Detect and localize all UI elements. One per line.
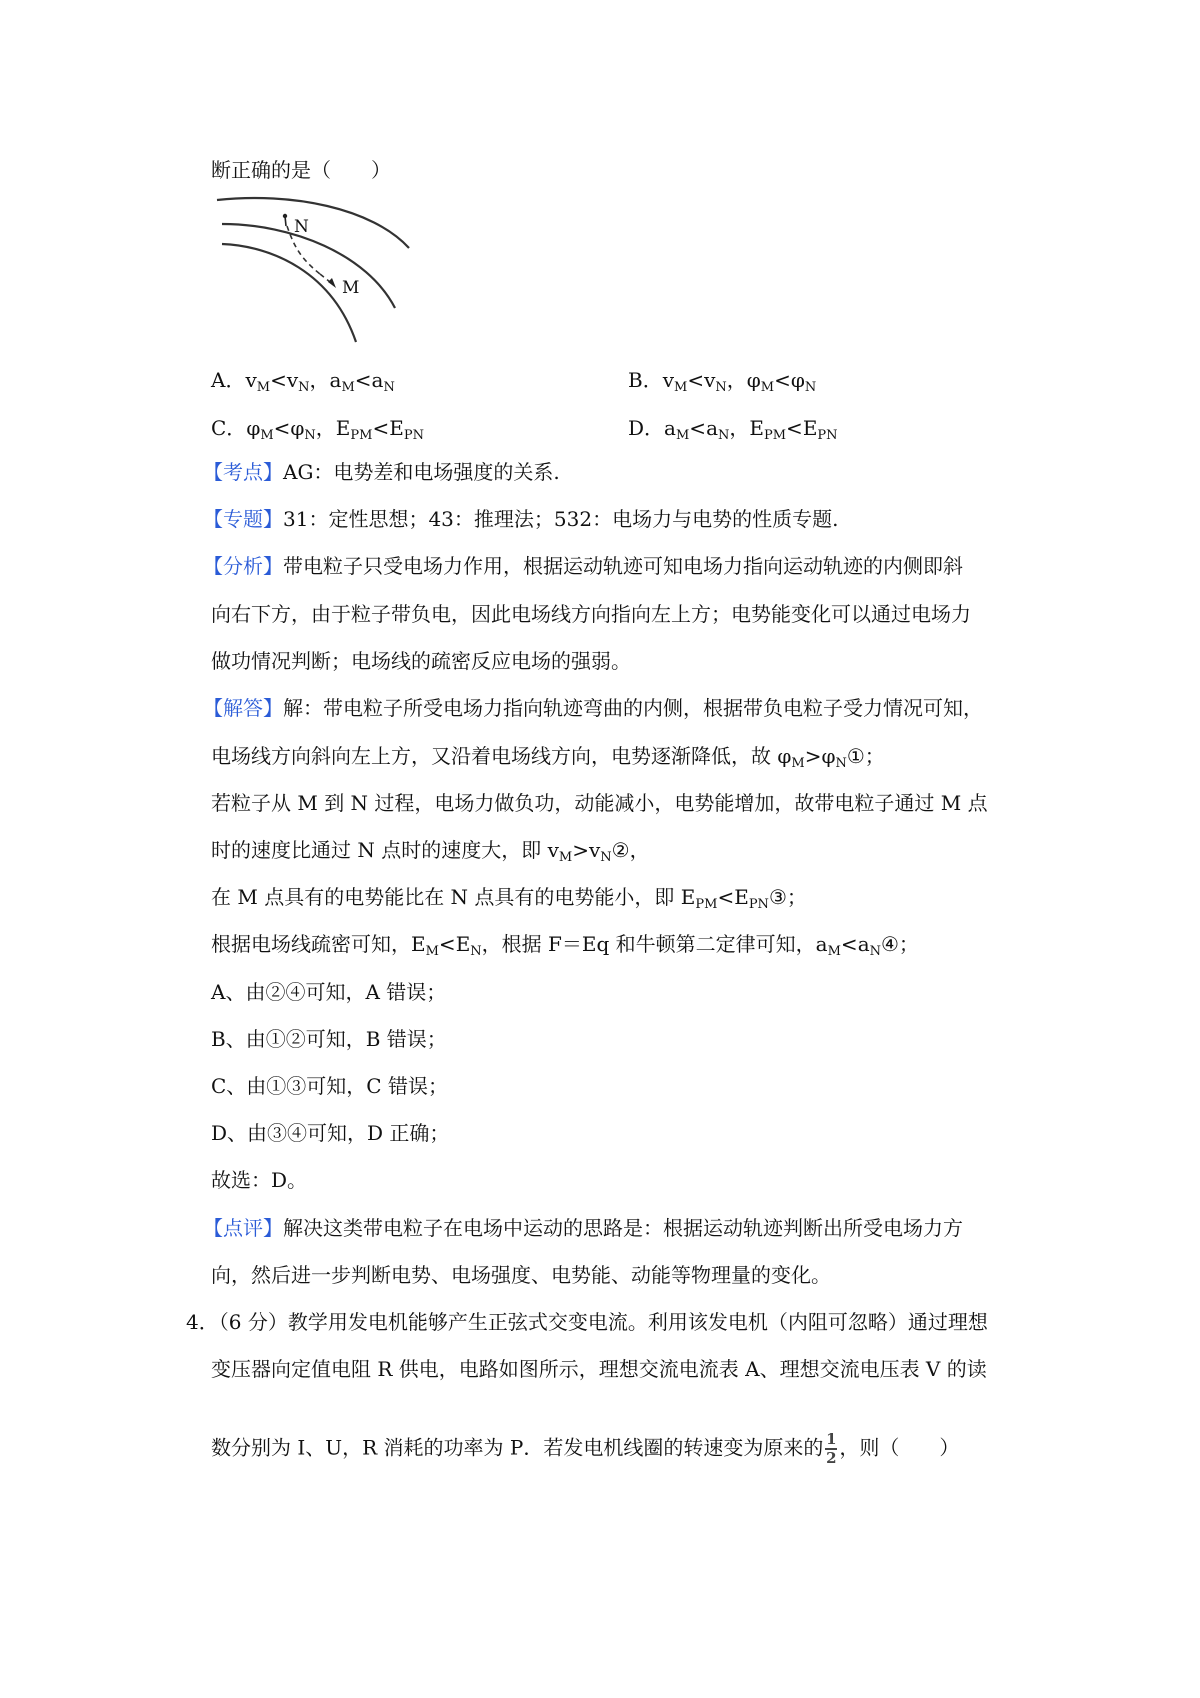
option-b-letter: B． [628, 368, 663, 392]
fenxi-line-2: 向右下方，由于粒子带负电，因此电场线方向指向左上方；电势能变化可以通过电场力 [211, 602, 971, 626]
q4-line-2: 变压器向定值电阻 R 供电，电路如图所示，理想交流电流表 A、理想交流电压表 V 的读 [211, 1357, 987, 1381]
option-symbol: E [335, 416, 351, 440]
jieda-line-5 [211, 883, 807, 911]
jieda-answer: 故选：D。 [211, 1168, 308, 1192]
option-subscript: N [715, 380, 727, 395]
option-subscript: PN [817, 428, 838, 443]
e-symbol: E [455, 932, 471, 956]
option-symbol: < [372, 416, 390, 440]
circle-4: ④； [881, 932, 919, 956]
option-d [628, 414, 838, 442]
zhuanti-text: 31：定性思想；43：推理法；532：电场力与电势的性质专题. [283, 507, 839, 531]
fenxi-tag: 【分析】 [203, 554, 283, 578]
lt-symbol: < [840, 932, 858, 956]
sub-m: M [827, 944, 841, 959]
jieda-line-2 [211, 742, 885, 770]
gt-symbol: > [804, 744, 822, 768]
v-symbol: v [547, 838, 559, 862]
q4-text-3a: 数分别为 I、U，R 消耗的功率为 P．若发电机线圈的转速变为原来的 [211, 1435, 824, 1460]
v-symbol: v [588, 838, 601, 862]
option-symbol: v [662, 368, 675, 392]
sub-m: M [558, 850, 573, 865]
option-b-content [662, 368, 817, 395]
option-symbol: ， [309, 368, 330, 392]
option-symbol: ， [729, 416, 750, 440]
lt-symbol: < [717, 885, 735, 909]
jieda-opt-c: C、由①③可知，C 错误； [211, 1074, 448, 1098]
option-a [211, 366, 395, 394]
q4-text-3b: ，则（ ） [839, 1435, 960, 1460]
jieda-opt-d: D、由③④可知，D 正确； [211, 1121, 450, 1145]
option-d-letter: D． [628, 416, 665, 440]
option-symbol: ， [726, 368, 747, 392]
figure-label-m: M [342, 278, 360, 298]
e-symbol: E [734, 885, 749, 909]
jieda-line-1 [203, 694, 983, 722]
jieda-text-6b: ，根据 F＝Eq 和牛顿第二定律可知， [481, 932, 816, 956]
gt-symbol: > [572, 838, 589, 862]
dianping-text-1: 解决这类带电粒子在电场中运动的思路是：根据运动轨迹判断出所受电场力方 [283, 1216, 963, 1240]
q3-stem-tail: 断正确的是（ ） [211, 158, 391, 182]
kaodian-line [203, 458, 560, 486]
sub-m: M [791, 756, 805, 771]
fenxi-line-3: 做功情况判断；电场线的疏密反应电场的强弱。 [211, 649, 631, 673]
option-symbol: v [286, 368, 299, 392]
sub-n: N [835, 756, 847, 771]
option-a-letter: A． [211, 368, 246, 392]
option-symbol: < [774, 368, 791, 392]
dianping-tag: 【点评】 [203, 1216, 283, 1240]
jieda-opt-b: B、由①②可知，B 错误； [211, 1027, 447, 1051]
option-symbol: < [270, 368, 287, 392]
figure-label-n: N [294, 217, 309, 237]
jieda-line-3: 若粒子从 M 到 N 过程，电场力做负功，动能减小，电势能增加，故带电粒子通过 M 点 [211, 791, 988, 815]
kaodian-text: AG：电势差和电场强度的关系. [283, 460, 560, 484]
jieda-opt-a: A、由②④可知，A 错误； [211, 980, 447, 1004]
option-symbol: φ [790, 368, 805, 392]
option-symbol: E [749, 416, 764, 440]
dianping-line-2: 向，然后进一步判断电势、电场强度、电势能、动能等物理量的变化。 [211, 1263, 831, 1287]
frac-numerator: 1 [826, 1430, 837, 1448]
option-symbol: φ [290, 416, 305, 440]
q4-text-1: （6 分）教学用发电机能够产生正弦式交变电流。利用该发电机（内阻可忽略）通过理想 [218, 1310, 988, 1334]
zhuanti-line [203, 505, 838, 533]
sub-n: N [600, 850, 612, 865]
option-subscript: N [298, 380, 310, 395]
frac-denominator: 2 [826, 1449, 837, 1467]
phi-symbol: φ [777, 744, 792, 768]
zhuanti-tag: 【专题】 [203, 507, 283, 531]
fenxi-text-1: 带电粒子只受电场力作用，根据运动轨迹可知电场力指向运动轨迹的内侧即斜 [283, 554, 963, 578]
option-symbol: ， [315, 416, 336, 440]
jieda-text-5: 在 M 点具有的电势能比在 N 点具有的电势能小，即 [211, 885, 681, 909]
option-a-content [245, 368, 395, 395]
option-symbol: < [273, 416, 291, 440]
option-symbol: < [689, 416, 707, 440]
a-symbol: a [857, 932, 870, 956]
option-symbol: v [245, 368, 257, 392]
sub-pm: PM [695, 897, 718, 912]
phi-symbol: φ [821, 744, 836, 768]
option-symbol: a [664, 416, 676, 440]
option-subscript: PN [403, 428, 424, 443]
option-symbol: φ [746, 368, 761, 392]
option-symbol: a [329, 368, 342, 392]
kaodian-tag: 【考点】 [203, 460, 283, 484]
option-symbol: v [704, 368, 716, 392]
circle-2: ②， [611, 838, 650, 862]
dianping-line-1 [203, 1214, 963, 1242]
option-symbol: E [802, 416, 818, 440]
option-symbol: a [706, 416, 718, 440]
option-subscript: PM [350, 428, 373, 443]
sub-m: M [425, 944, 439, 959]
option-subscript: N [718, 428, 730, 443]
sub-n: N [470, 944, 482, 959]
jieda-line-4 [211, 836, 650, 864]
option-d-content [664, 416, 838, 443]
option-symbol: a [371, 368, 384, 392]
q4-line-1 [186, 1308, 988, 1336]
e-symbol: E [680, 885, 696, 909]
option-subscript: M [260, 428, 274, 443]
option-subscript: M [674, 380, 688, 395]
option-c [211, 414, 424, 442]
circle-3: ③； [768, 885, 807, 909]
jieda-text-4: 时的速度比通过 N 点时的速度大，即 [211, 838, 548, 862]
option-symbol: < [687, 368, 705, 392]
jieda-text-2: 电场线方向斜向左上方，又沿着电场线方向，电势逐渐降低，故 [211, 744, 778, 768]
q4-line-3 [211, 1432, 959, 1466]
sub-n: N [869, 944, 881, 959]
jieda-text-1: 解：带电粒子所受电场力指向轨迹弯曲的内侧，根据带负电粒子受力情况可知， [283, 696, 983, 720]
option-subscript: M [675, 428, 690, 443]
option-symbol: < [786, 416, 803, 440]
option-symbol: E [389, 416, 404, 440]
circle-1: ①； [846, 744, 885, 768]
option-subscript: N [804, 380, 817, 395]
option-subscript: PM [763, 428, 787, 443]
option-b [628, 366, 816, 394]
jieda-text-6a: 根据电场线疏密可知， [211, 932, 411, 956]
jieda-line-6 [211, 930, 919, 958]
electric-field-figure [212, 196, 412, 346]
option-subscript: M [760, 380, 775, 395]
q4-number: 4． [186, 1310, 219, 1334]
option-c-letter: C． [211, 416, 247, 440]
option-subscript: M [256, 380, 271, 395]
jieda-tag: 【解答】 [203, 696, 283, 720]
e-symbol: E [411, 932, 426, 956]
a-symbol: a [815, 932, 828, 956]
option-subscript: N [304, 428, 316, 443]
option-subscript: N [383, 380, 395, 395]
lt-symbol: < [438, 932, 456, 956]
option-symbol: φ [246, 416, 261, 440]
option-subscript: M [341, 380, 355, 395]
option-symbol: < [354, 368, 372, 392]
sub-pn: PN [748, 897, 769, 912]
fenxi-line-1 [203, 552, 963, 580]
option-c-content [246, 416, 424, 443]
one-half-fraction [825, 1432, 837, 1466]
